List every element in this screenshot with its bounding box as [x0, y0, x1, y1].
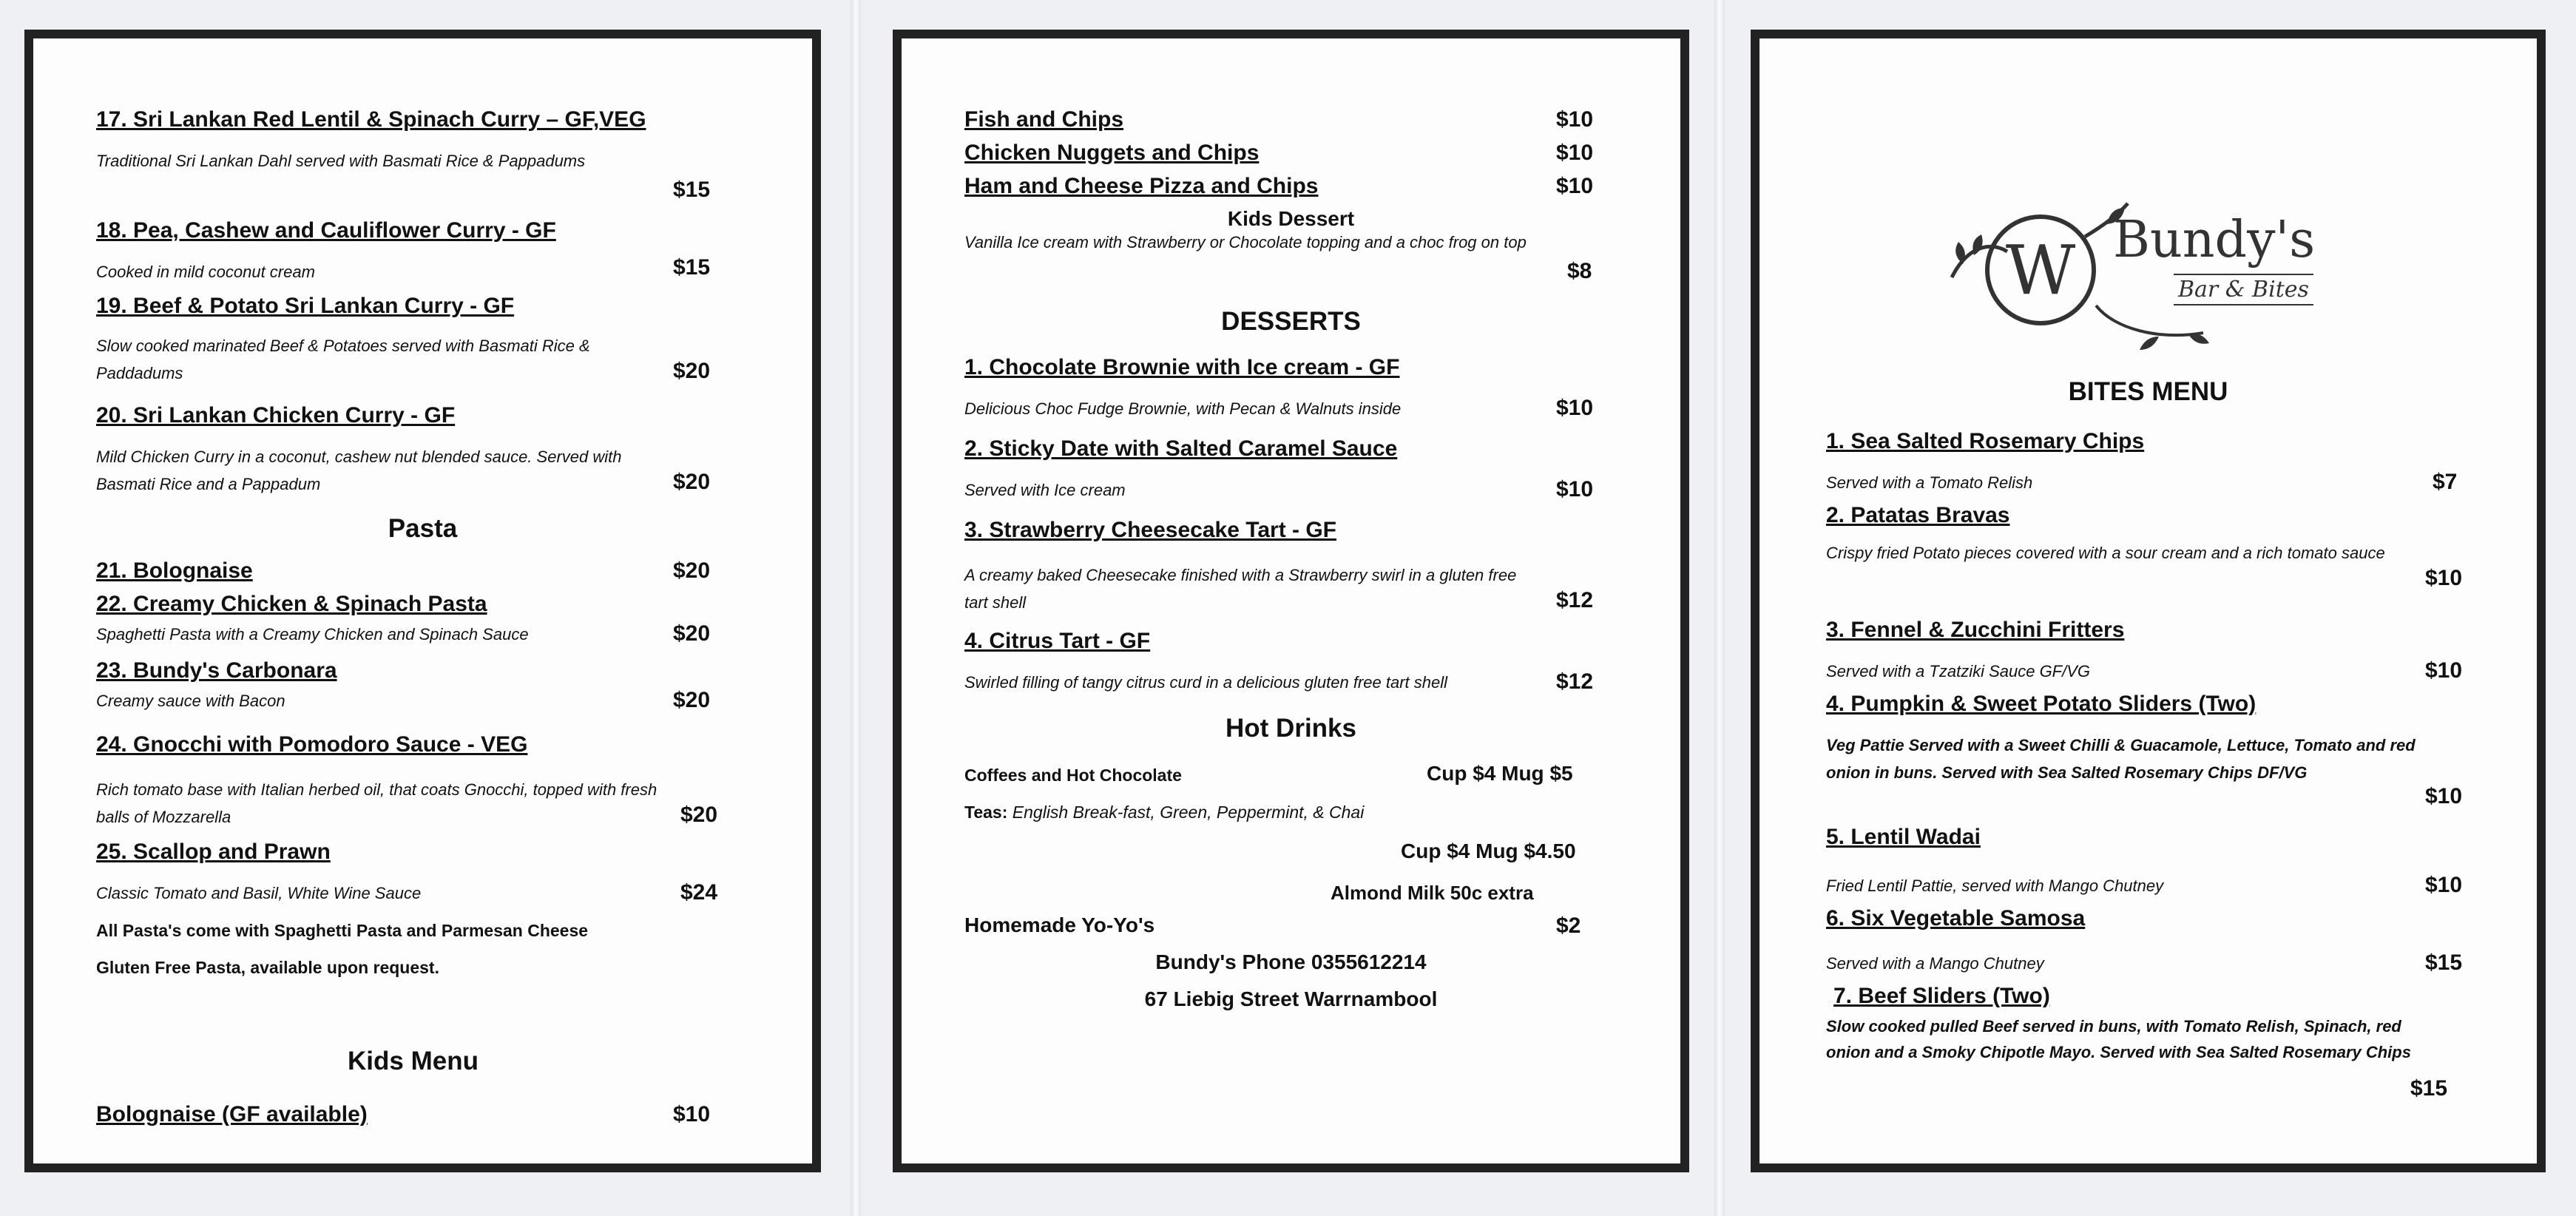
hot-drinks-heading: Hot Drinks: [1226, 714, 1356, 743]
pasta-note: All Pasta's come with Spaghetti Pasta and Parmesan Cheese: [96, 921, 589, 940]
logo-emblem-icon: [1937, 181, 2381, 374]
address: 67 Liebig Street Warrnambool: [1144, 987, 1438, 1010]
menu-item-name: 24. Gnocchi with Pomodoro Sauce - VEG: [96, 732, 528, 757]
menu-item-name: Homemade Yo-Yo's: [964, 913, 1155, 936]
teas-line: [964, 803, 1364, 823]
menu-item-price: $10: [1556, 477, 1594, 501]
menu-item-desc: Traditional Sri Lankan Dahl served with Basmati Rice & Pappadums: [96, 152, 586, 170]
menu-item-name: 23. Bundy's Carbonara: [96, 658, 337, 683]
menu-item-name: 2. Patatas Bravas: [1826, 503, 2010, 527]
menu-item-price: $20: [673, 688, 711, 712]
menu-item-name: 6. Six Vegetable Samosa: [1826, 906, 2086, 930]
menu-item-desc: Veg Pattie Served with a Sweet Chilli & Guacamole, Lettuce, Tomato and red: [1826, 736, 2416, 754]
menu-item-desc: onion in buns. Served with Sea Salted Rosemary Chips DF/VG: [1826, 763, 2308, 782]
menu-item-desc: Classic Tomato and Basil, White Wine Sauce: [96, 884, 422, 902]
menu-item-price: $7: [2433, 470, 2458, 494]
menu-item-price: $20: [673, 470, 711, 494]
bundys-logo: [1937, 181, 2381, 374]
menu-item-desc: onion and a Smoky Chipotle Mayo. Served with Sea Salted Rosemary Chips: [1826, 1043, 2411, 1061]
menu-item-name: 1. Chocolate Brownie with Ice cream - GF: [964, 355, 1400, 379]
kids-dessert-heading: Kids Dessert: [1227, 207, 1355, 230]
menu-item-desc: Swirled filling of tangy citrus curd in a delicious gluten free tart shell: [964, 673, 1447, 692]
menu-item-price: $8: [1567, 259, 1592, 283]
menu-item-price: $10: [2425, 658, 2463, 683]
almond-milk-note: Almond Milk 50c extra: [1331, 882, 1534, 904]
phone-number: Bundy's Phone 0355612214: [1155, 950, 1427, 973]
menu-item-price: $10: [2425, 784, 2463, 808]
desserts-heading: DESSERTS: [1221, 307, 1361, 336]
pasta-note: Gluten Free Pasta, available upon request.: [96, 958, 439, 977]
menu-item-desc: Spaghetti Pasta with a Creamy Chicken and Spinach Sauce: [96, 625, 529, 644]
menu-item-price: $10: [1556, 174, 1594, 198]
menu-item-desc: Served with a Mango Chutney: [1826, 954, 2044, 973]
menu-item-price: $2: [1556, 913, 1581, 938]
menu-item-price: $20: [673, 359, 711, 383]
menu-item-desc: Crispy fried Potato pieces covered with a sour cream and a rich tomato sauce: [1826, 544, 2385, 562]
menu-item-name: Chicken Nuggets and Chips: [964, 141, 1260, 165]
kids-menu-heading: Kids Menu: [348, 1047, 479, 1075]
drink-price: Cup $4 Mug $5: [1427, 762, 1573, 785]
drink-label: Coffees and Hot Chocolate: [964, 766, 1182, 785]
menu-item-desc: Rich tomato base with Italian herbed oil, that coats Gnocchi, topped with fresh: [96, 780, 657, 799]
menu-item-desc: A creamy baked Cheesecake finished with a Strawberry swirl in a gluten free: [964, 566, 1517, 584]
menu-item-name: 4. Pumpkin & Sweet Potato Sliders (Two): [1826, 692, 2256, 716]
page-fold: [851, 0, 861, 1216]
menu-item-desc: Slow cooked pulled Beef served in buns, with Tomato Relish, Spinach, red: [1826, 1017, 2401, 1036]
menu-panel-kids-desserts-drinks: [893, 30, 1689, 1172]
menu-item-price: $10: [2425, 566, 2463, 590]
menu-item-desc: Basmati Rice and a Pappadum: [96, 475, 321, 493]
menu-item-name: 5. Lentil Wadai: [1826, 825, 1981, 849]
menu-item-price: $10: [673, 1102, 711, 1127]
teas-label: Teas:: [964, 803, 1008, 822]
menu-item-price: $10: [1556, 141, 1594, 165]
menu-item-name: 21. Bolognaise: [96, 558, 253, 583]
page-fold: [1714, 0, 1725, 1216]
menu-item-price: $15: [2425, 950, 2463, 975]
drink-price: Cup $4 Mug $4.50: [1401, 840, 1576, 862]
logo-sub-text: Bar & Bites: [2174, 274, 2313, 305]
menu-item-price: $20: [673, 558, 711, 583]
menu-item-price: $12: [1556, 669, 1594, 694]
menu-item-desc: balls of Mozzarella: [96, 808, 231, 826]
menu-item-price: $15: [673, 178, 711, 202]
menu-item-desc: Served with a Tzatziki Sauce GF/VG: [1826, 662, 2091, 680]
logo-main-text: Bundy's: [2113, 211, 2316, 269]
menu-panel-bites: [1751, 30, 2546, 1172]
menu-item-price: $15: [2410, 1076, 2448, 1101]
svg-text:W: W: [2005, 231, 2076, 310]
menu-item-name: Fish and Chips: [964, 107, 1124, 132]
menu-item-name: 18. Pea, Cashew and Cauliflower Curry - GF: [96, 218, 556, 243]
menu-item-price: $12: [1556, 588, 1594, 612]
menu-item-name: 19. Beef & Potato Sri Lankan Curry - GF: [96, 294, 515, 318]
teas-list: English Break-fast, Green, Peppermint, & Chai: [1012, 803, 1365, 822]
menu-item-desc: Served with a Tomato Relish: [1826, 473, 2033, 492]
menu-item-price: $10: [1556, 396, 1594, 420]
menu-panel-curries-pasta: [24, 30, 821, 1172]
menu-item-price: $10: [1556, 107, 1594, 132]
menu-item-name: 25. Scallop and Prawn: [96, 840, 331, 864]
menu-item-desc: Slow cooked marinated Beef & Potatoes served with Basmati Rice &: [96, 337, 590, 355]
menu-item-name: 22. Creamy Chicken & Spinach Pasta: [96, 592, 487, 616]
menu-item-desc: Mild Chicken Curry in a coconut, cashew nut blended sauce. Served with: [96, 447, 622, 466]
menu-item-name: 17. Sri Lankan Red Lentil & Spinach Curry – GF,VEG: [96, 107, 646, 132]
menu-item-name: 4. Citrus Tart - GF: [964, 629, 1151, 653]
menu-item-desc: Creamy sauce with Bacon: [96, 692, 285, 710]
menu-item-desc: Paddadums: [96, 364, 183, 382]
menu-item-name: 1. Sea Salted Rosemary Chips: [1826, 429, 2145, 453]
bites-menu-heading: BITES MENU: [2068, 377, 2228, 406]
menu-item-desc: Vanilla Ice cream with Strawberry or Chocolate topping and a choc frog on top: [964, 233, 1527, 251]
pasta-heading: Pasta: [388, 514, 458, 543]
menu-item-price: $20: [680, 803, 718, 827]
menu-item-desc: Delicious Choc Fudge Brownie, with Pecan & Walnuts inside: [964, 399, 1402, 418]
menu-item-price: $15: [673, 255, 711, 280]
menu-item-name: 3. Fennel & Zucchini Fritters: [1826, 618, 2125, 642]
menu-item-name: 7. Beef Sliders (Two): [1833, 984, 2050, 1008]
menu-item-price: $10: [2425, 873, 2463, 897]
menu-item-name: 2. Sticky Date with Salted Caramel Sauce: [964, 436, 1398, 461]
menu-item-name: Ham and Cheese Pizza and Chips: [964, 174, 1319, 198]
menu-item-desc: Served with Ice cream: [964, 481, 1126, 499]
menu-item-desc: tart shell: [964, 593, 1027, 612]
menu-item-name: 20. Sri Lankan Chicken Curry - GF: [96, 403, 456, 428]
menu-item-name: Bolognaise (GF available): [96, 1102, 368, 1127]
menu-item-desc: Fried Lentil Pattie, served with Mango Chutney: [1826, 876, 2164, 895]
menu-item-name: 3. Strawberry Cheesecake Tart - GF: [964, 518, 1336, 542]
menu-item-price: $20: [673, 621, 711, 646]
menu-item-desc: Cooked in mild coconut cream: [96, 263, 315, 281]
menu-item-price: $24: [680, 880, 718, 905]
